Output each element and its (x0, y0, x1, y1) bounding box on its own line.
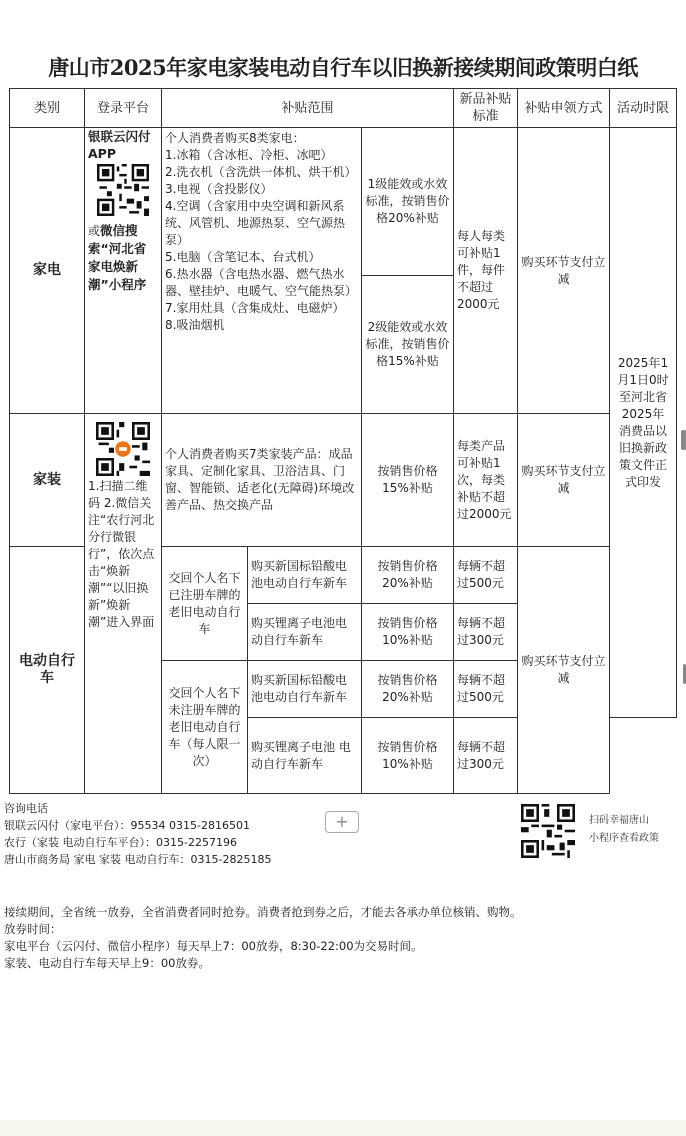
scroll-handle[interactable] (681, 430, 686, 450)
abc-bank-qr-code[interactable] (96, 422, 150, 476)
list-item: 7.家用灶具（含集成灶、电磁炉） (165, 301, 345, 315)
ebike-type-4: 购买锂离子电池 电动自行车新车 (248, 718, 362, 794)
appliance-method: 购买环节支付立减 (518, 128, 610, 414)
appliance-rate-level1: 1级能效或水效标准，按销售价格20%补贴 (362, 128, 454, 276)
add-button[interactable]: + (325, 811, 359, 833)
page-title: 唐山市2025年家电家装电动自行车以旧换新接续期间政策明白纸 (48, 55, 638, 80)
home-platform (85, 414, 162, 794)
ebike-standard-4: 每辆不超过300元 (454, 718, 518, 794)
home-scope: 个人消费者购买7类家装产品：成品家具、定制化家具、卫浴洁具、门窗、智能锁、适老化(无障碍)环境改善产品、热交换产品 (162, 414, 362, 547)
header-category: 类别 (10, 89, 85, 128)
unionpay-qr-code[interactable] (97, 164, 149, 216)
table-row (10, 414, 677, 547)
platform-or: 或 (88, 224, 101, 238)
note-line: 接续期间，全省统一放券，全省消费者同时抢券。消费者抢到券之后，才能去各承办单位核销、购物。 (4, 905, 522, 919)
table-header-row (10, 89, 677, 128)
ebike-standard-3: 每辆不超过500元 (454, 661, 518, 718)
policy-table (9, 88, 677, 794)
home-platform-steps: 1.扫描二维码 2.微信关注“农行河北分行微银行”，依次点击“焕新潮”“以旧换新”焕新潮”进入界面 (88, 479, 155, 629)
ebike-rate-3: 按销售价格20%补贴 (362, 661, 454, 718)
ebike-category: 电动自行车 (10, 547, 85, 794)
ebike-unregistered: 交回个人名下未注册车牌的老旧电动自行车（每人限一次） (162, 661, 248, 794)
contact-line: 唐山市商务局 家电 家装 电动自行车：0315-2825185 (4, 853, 272, 866)
bottom-bar (0, 1120, 686, 1136)
home-method: 购买环节支付立减 (518, 414, 610, 547)
activity-period: 2025年1月1日0时至河北省2025年消费品以旧换新政策文件正式印发 (610, 128, 677, 718)
appliance-category: 家电 (10, 128, 85, 414)
scan-note-line: 小程序查看政策 (589, 833, 659, 844)
platform-app-name: 银联云闪付APP (88, 129, 151, 161)
list-item: 1.冰箱（含冰柜、冷柜、冰吧） (165, 148, 333, 162)
header-method: 补贴申领方式 (518, 89, 610, 128)
contact-info (4, 800, 271, 868)
list-item: 3.电视（含投影仪） (165, 182, 273, 196)
appliance-scope (162, 128, 362, 414)
voucher-notes (4, 904, 522, 972)
ebike-rate-1: 按销售价格20%补贴 (362, 547, 454, 604)
table-row (10, 128, 677, 276)
contact-heading: 咨询电话 (4, 802, 48, 815)
note-line: 家电平台（云闪付、微信小程序）每天早上7：00放券，8:30-22:00为交易时间。 (4, 939, 423, 953)
list-item: 4.空调（含家用中央空调和新风系统、风管机、地源热泵、空气源热泵） (165, 199, 346, 247)
appliance-platform (85, 128, 162, 414)
home-standard: 每类产品可补贴1次，每类补贴不超过2000元 (454, 414, 518, 547)
header-period: 活动时限 (610, 89, 677, 128)
ebike-method: 购买环节支付立减 (518, 547, 610, 794)
ebike-standard-2: 每辆不超过300元 (454, 604, 518, 661)
home-rate: 按销售价格15%补贴 (362, 414, 454, 547)
list-item: 8.吸油烟机 (165, 318, 225, 332)
header-scope: 补贴范围 (162, 89, 454, 128)
ebike-type-1: 购买新国标铅酸电池电动自行车新车 (248, 547, 362, 604)
ebike-registered: 交回个人名下已注册车牌的老旧电动自行车 (162, 547, 248, 661)
ebike-rate-2: 按销售价格10%补贴 (362, 604, 454, 661)
platform-wechat: 微信搜索“河北省家电焕新潮”小程序 (88, 223, 147, 292)
scan-note-line: 扫码幸福唐山 (589, 815, 649, 826)
header-standard: 新品补贴标准 (454, 89, 518, 128)
ebike-standard-1: 每辆不超过500元 (454, 547, 518, 604)
list-item: 2.洗衣机（含洗烘一体机、烘干机） (165, 165, 357, 179)
appliance-rate-level2: 2级能效或水效标准，按销售价格15%补贴 (362, 276, 454, 414)
header-platform: 登录平台 (85, 89, 162, 128)
note-line: 家装、电动自行车每天早上9：00放券。 (4, 956, 210, 970)
tangshan-miniprogram-qr-code[interactable] (521, 804, 575, 858)
list-item: 6.热水器（含电热水器、燃气热水器、壁挂炉、电暖气、空气能热泵） (165, 267, 358, 298)
appliance-standard: 每人每类可补贴1件，每件不超过2000元 (454, 128, 518, 414)
list-item: 5.电脑（含笔记本、台式机） (165, 250, 321, 264)
contact-line: 农行（家装 电动自行车平台）：0315-2257196 (4, 836, 237, 849)
scan-note (589, 812, 659, 848)
ebike-rate-4: 按销售价格10%补贴 (362, 718, 454, 794)
contact-line: 银联云闪付（家电平台）：95534 0315-2816501 (4, 819, 250, 832)
ebike-type-2: 购买锂离子电池电动自行车新车 (248, 604, 362, 661)
note-line: 放券时间： (4, 922, 62, 936)
ebike-type-3: 购买新国标铅酸电池电动自行车新车 (248, 661, 362, 718)
home-category: 家装 (10, 414, 85, 547)
appliance-scope-lead: 个人消费者购买8类家电： (165, 131, 305, 145)
